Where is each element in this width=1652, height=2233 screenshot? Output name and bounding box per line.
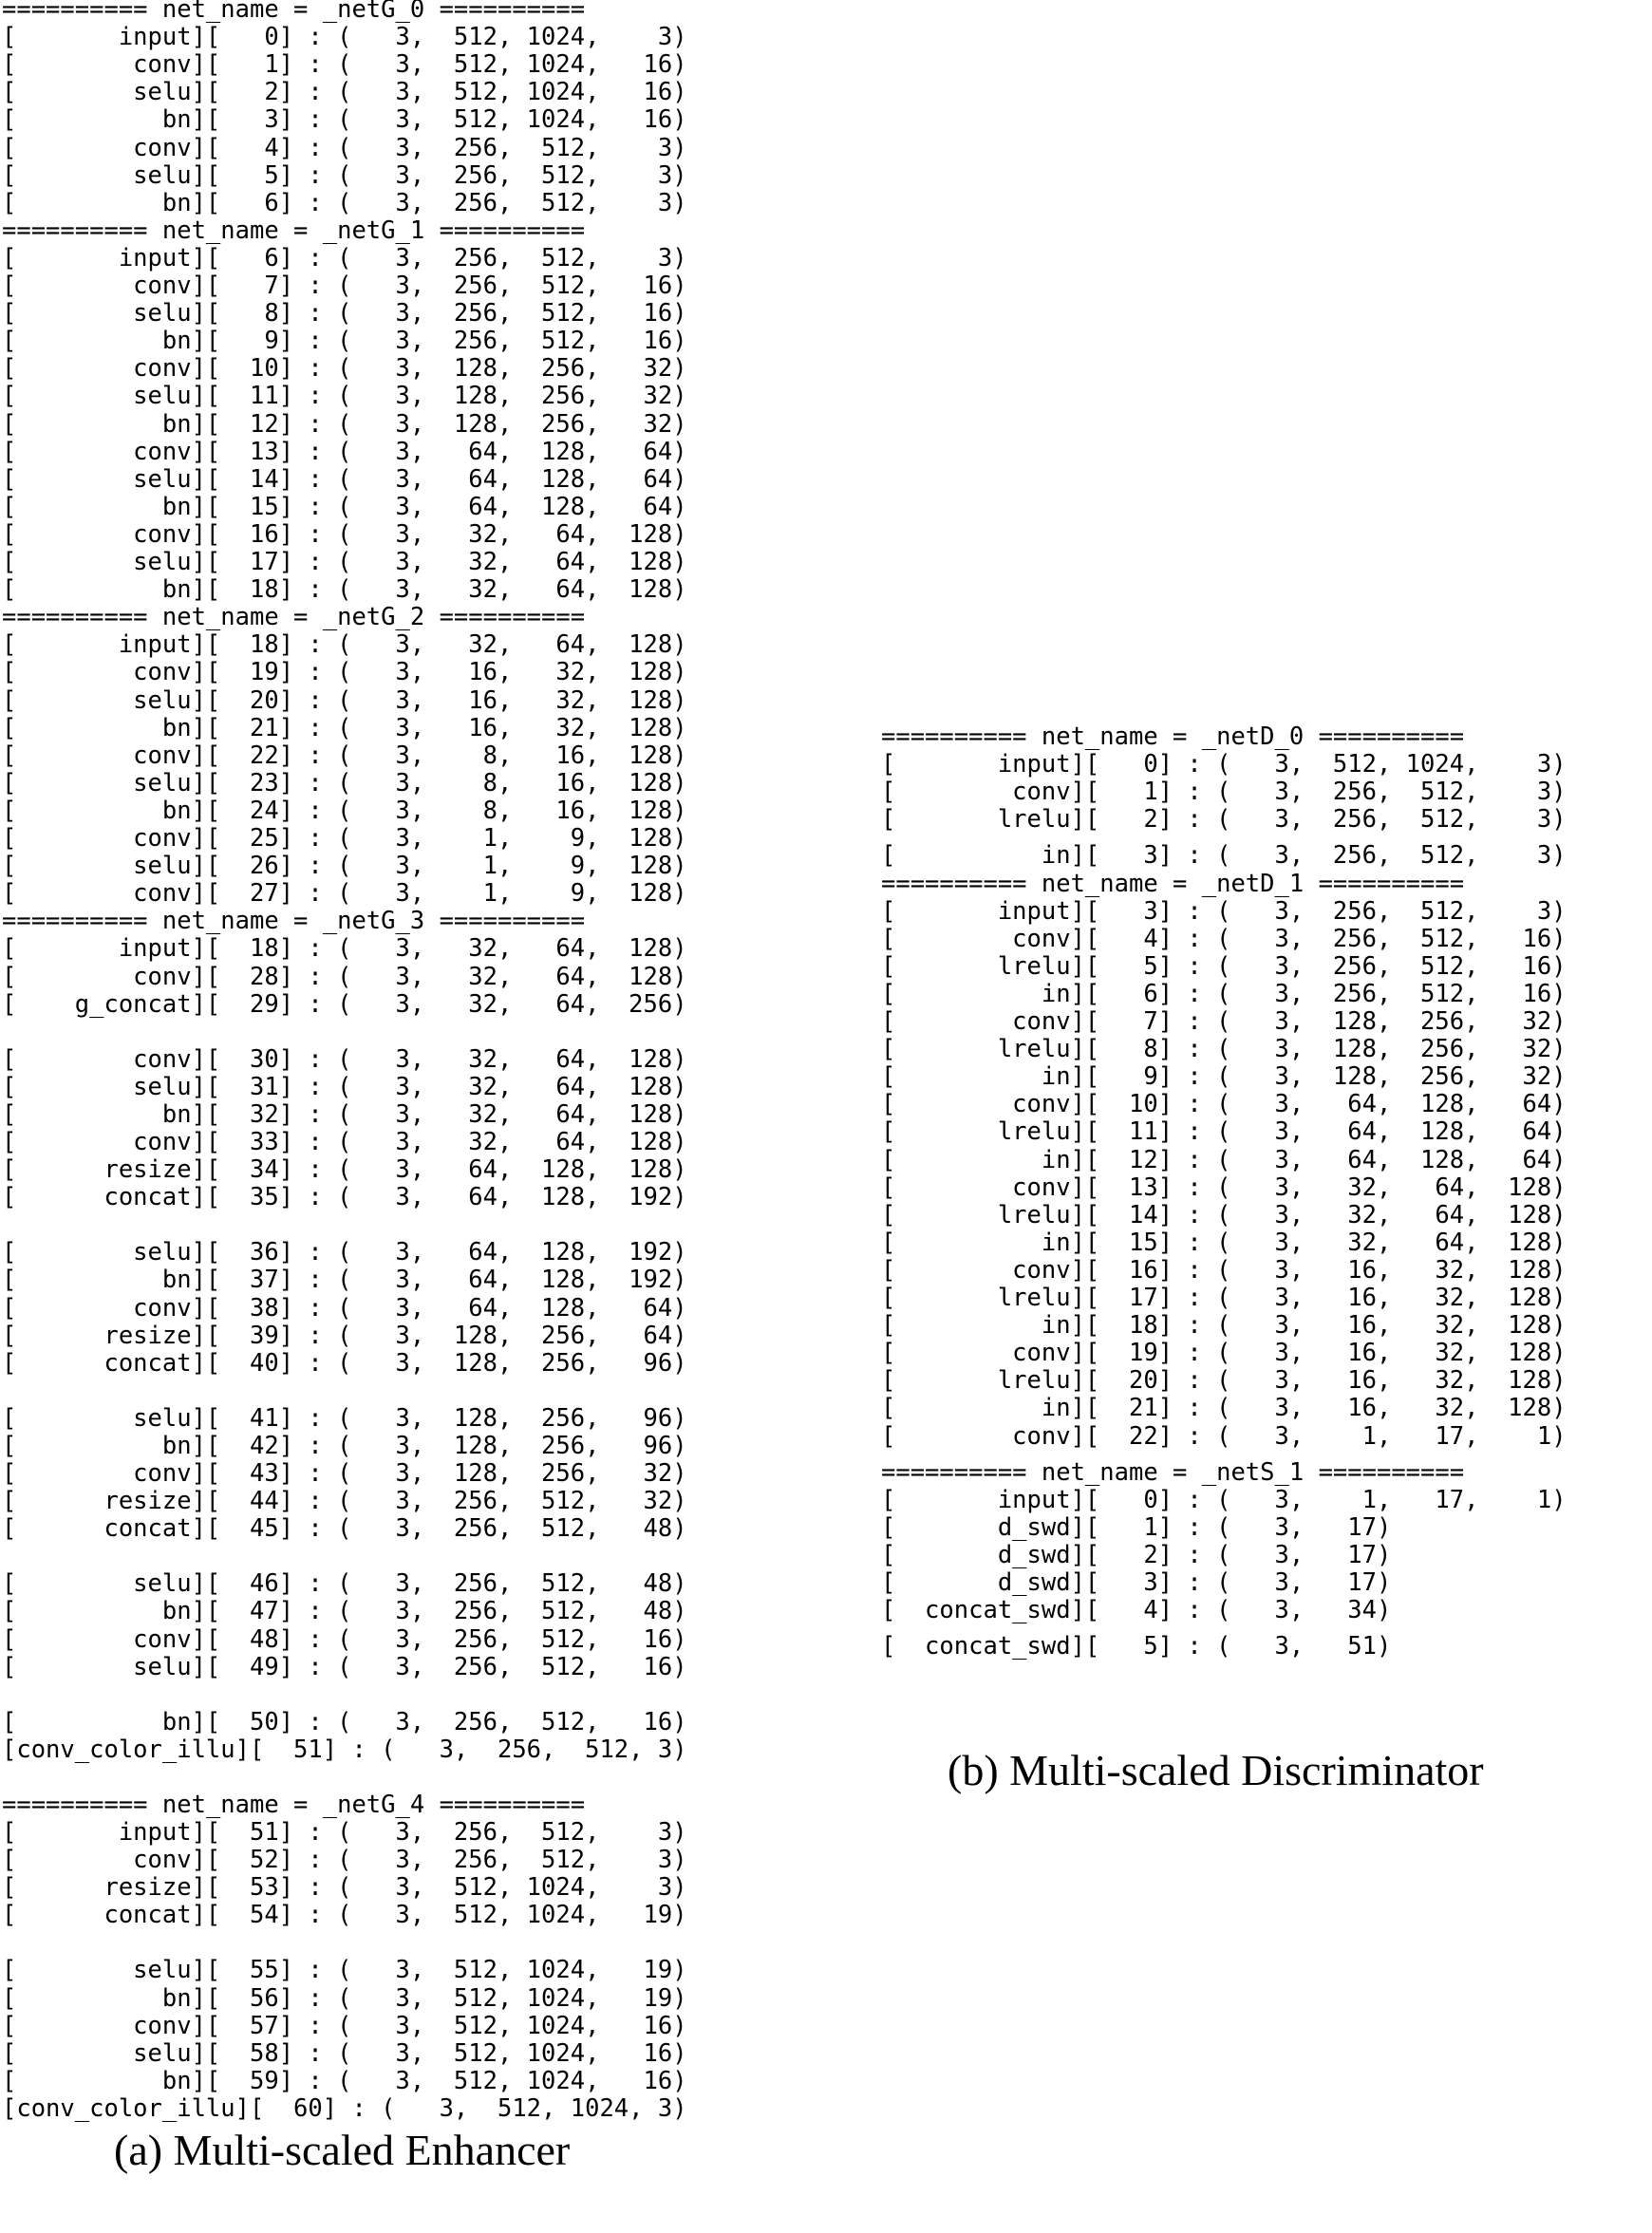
layer-line: [ conv][ 7] : ( 3, 256, 512, 16): [2, 272, 687, 300]
layer-line: [ in][ 21] : ( 3, 16, 32, 128): [881, 1394, 1567, 1423]
layer-line: [ selu][ 2] : ( 3, 512, 1024, 16): [2, 78, 687, 107]
layer-line: [ in][ 12] : ( 3, 64, 128, 64): [881, 1145, 1567, 1174]
layer-line: [ conv][ 1] : ( 3, 256, 512, 3): [881, 778, 1567, 807]
layer-line: [ conv][ 1] : ( 3, 512, 1024, 16): [2, 50, 687, 80]
layer-line: [ selu][ 14] : ( 3, 64, 128, 64): [2, 464, 687, 494]
layer-line: [ concat][ 45] : ( 3, 256, 512, 48): [2, 1514, 687, 1544]
layer-line: [ selu][ 11] : ( 3, 128, 256, 32): [2, 382, 687, 411]
layer-line: [ bn][ 3] : ( 3, 512, 1024, 16): [2, 105, 687, 135]
net-header-line: ========== net_name = _netG_4 ==========: [2, 1790, 586, 1819]
net-header-line: ========== net_name = _netG_3 ==========: [2, 907, 586, 936]
layer-line: [conv_color_illu][ 51] : ( 3, 256, 512, 3): [2, 1735, 687, 1764]
layer-line: [ in][ 18] : ( 3, 16, 32, 128): [881, 1311, 1567, 1341]
layer-line: [ selu][ 17] : ( 3, 32, 64, 128): [2, 548, 687, 576]
layer-line: [ in][ 9] : ( 3, 128, 256, 32): [881, 1062, 1567, 1092]
net-header-line: ========== net_name = _netD_0 ==========: [881, 722, 1465, 751]
layer-line: [ resize][ 39] : ( 3, 128, 256, 64): [2, 1321, 687, 1350]
layer-line: [ input][ 18] : ( 3, 32, 64, 128): [2, 630, 687, 660]
layer-line: [ input][ 6] : ( 3, 256, 512, 3): [2, 243, 687, 272]
layer-line: [ selu][ 49] : ( 3, 256, 512, 16): [2, 1652, 687, 1681]
layer-line: [ conv][ 27] : ( 3, 1, 9, 128): [2, 879, 687, 909]
layer-line: [ lrelu][ 11] : ( 3, 64, 128, 64): [881, 1117, 1567, 1147]
layer-line: [ lrelu][ 5] : ( 3, 256, 512, 16): [881, 951, 1567, 981]
layer-line: [ conv][ 28] : ( 3, 32, 64, 128): [2, 962, 687, 991]
layer-line: [ conv][ 25] : ( 3, 1, 9, 128): [2, 824, 687, 853]
layer-line: [ concat_swd][ 5] : ( 3, 51): [881, 1632, 1392, 1661]
layer-line: [ conv][ 10] : ( 3, 128, 256, 32): [2, 354, 687, 384]
layer-line: [ concat][ 54] : ( 3, 512, 1024, 19): [2, 1901, 687, 1930]
layer-line: [ concat][ 40] : ( 3, 128, 256, 96): [2, 1348, 687, 1378]
layer-line: [ bn][ 32] : ( 3, 32, 64, 128): [2, 1099, 687, 1129]
layer-line: [ lrelu][ 8] : ( 3, 128, 256, 32): [881, 1035, 1567, 1064]
layer-line: [ lrelu][ 20] : ( 3, 16, 32, 128): [881, 1366, 1567, 1396]
layer-line: [ bn][ 42] : ( 3, 128, 256, 96): [2, 1431, 687, 1460]
layer-line: [ conv][ 22] : ( 3, 8, 16, 128): [2, 741, 687, 770]
layer-line: [ g_concat][ 29] : ( 3, 32, 64, 256): [2, 989, 687, 1019]
layer-line: [ bn][ 56] : ( 3, 512, 1024, 19): [2, 1983, 687, 2013]
layer-line: [ conv][ 57] : ( 3, 512, 1024, 16): [2, 2011, 687, 2040]
layer-line: [ conv][ 38] : ( 3, 64, 128, 64): [2, 1293, 687, 1323]
layer-line: [ conv][ 13] : ( 3, 64, 128, 64): [2, 437, 687, 466]
layer-line: [ selu][ 55] : ( 3, 512, 1024, 19): [2, 1956, 687, 1985]
layer-line: [ concat][ 35] : ( 3, 64, 128, 192): [2, 1183, 687, 1212]
layer-line: [ bn][ 9] : ( 3, 256, 512, 16): [2, 327, 687, 356]
net-header-line: ========== net_name = _netG_1 ==========: [2, 216, 586, 245]
layer-line: [ lrelu][ 17] : ( 3, 16, 32, 128): [881, 1284, 1567, 1312]
layer-line: [ bn][ 47] : ( 3, 256, 512, 48): [2, 1597, 687, 1626]
layer-line: [ d_swd][ 2] : ( 3, 17): [881, 1540, 1392, 1569]
layer-line: [ input][ 51] : ( 3, 256, 512, 3): [2, 1818, 687, 1847]
layer-line: [ resize][ 53] : ( 3, 512, 1024, 3): [2, 1873, 687, 1903]
layer-line: [ conv][ 43] : ( 3, 128, 256, 32): [2, 1459, 687, 1488]
layer-line: [ conv][ 4] : ( 3, 256, 512, 16): [881, 924, 1567, 953]
layer-line: [ input][ 3] : ( 3, 256, 512, 3): [881, 896, 1567, 926]
layer-line: [ conv][ 16] : ( 3, 32, 64, 128): [2, 519, 687, 549]
layer-line: [ lrelu][ 2] : ( 3, 256, 512, 3): [881, 805, 1567, 835]
layer-line: [ selu][ 8] : ( 3, 256, 512, 16): [2, 299, 687, 328]
layer-line: [ conv][ 33] : ( 3, 32, 64, 128): [2, 1128, 687, 1156]
enhancer-caption: (a) Multi-scaled Enhancer: [114, 2126, 571, 2174]
layer-line: [ selu][ 26] : ( 3, 1, 9, 128): [2, 852, 687, 881]
layer-line: [ bn][ 50] : ( 3, 256, 512, 16): [2, 1707, 687, 1736]
layer-line: [ resize][ 44] : ( 3, 256, 512, 32): [2, 1487, 687, 1516]
layer-line: [ in][ 3] : ( 3, 256, 512, 3): [881, 841, 1567, 871]
layer-line: [ conv][ 16] : ( 3, 16, 32, 128): [881, 1255, 1567, 1285]
layer-line: [ bn][ 37] : ( 3, 64, 128, 192): [2, 1266, 687, 1295]
layer-line: [ bn][ 15] : ( 3, 64, 128, 64): [2, 492, 687, 521]
layer-line: [ selu][ 5] : ( 3, 256, 512, 3): [2, 160, 687, 190]
layer-line: [ in][ 6] : ( 3, 256, 512, 16): [881, 979, 1567, 1008]
layer-line: [ bn][ 18] : ( 3, 32, 64, 128): [2, 575, 687, 605]
layer-line: [ input][ 0] : ( 3, 1, 17, 1): [881, 1485, 1567, 1514]
layer-line: [ input][ 18] : ( 3, 32, 64, 128): [2, 934, 687, 964]
discriminator-caption: (b) Multi-scaled Discriminator: [948, 1746, 1484, 1794]
layer-line: [ bn][ 21] : ( 3, 16, 32, 128): [2, 713, 687, 742]
layer-line: [ conv][ 52] : ( 3, 256, 512, 3): [2, 1846, 687, 1875]
net-header-line: ========== net_name = _netG_0 ==========: [2, 0, 586, 24]
layer-line: [ d_swd][ 3] : ( 3, 17): [881, 1568, 1392, 1597]
layer-line: [ selu][ 58] : ( 3, 512, 1024, 16): [2, 2038, 687, 2068]
layer-line: [ selu][ 41] : ( 3, 128, 256, 96): [2, 1403, 687, 1433]
layer-line: [ bn][ 6] : ( 3, 256, 512, 3): [2, 188, 687, 217]
layer-line: [ conv][ 22] : ( 3, 1, 17, 1): [881, 1421, 1567, 1451]
layer-line: [ selu][ 36] : ( 3, 64, 128, 192): [2, 1238, 687, 1267]
layer-line: [ conv][ 19] : ( 3, 16, 32, 128): [881, 1339, 1567, 1368]
layer-line: [ in][ 15] : ( 3, 32, 64, 128): [881, 1228, 1567, 1257]
layer-line: [ lrelu][ 14] : ( 3, 32, 64, 128): [881, 1200, 1567, 1229]
layer-line: [ concat_swd][ 4] : ( 3, 34): [881, 1596, 1392, 1625]
layer-line: [ conv][ 7] : ( 3, 128, 256, 32): [881, 1007, 1567, 1036]
net-header-line: ========== net_name = _netD_1 ==========: [881, 869, 1465, 898]
layer-line: [ selu][ 20] : ( 3, 16, 32, 128): [2, 685, 687, 715]
layer-line: [ input][ 0] : ( 3, 512, 1024, 3): [2, 23, 687, 52]
net-header-line: ========== net_name = _netG_2 ==========: [2, 603, 586, 632]
layer-line: [ conv][ 19] : ( 3, 16, 32, 128): [2, 658, 687, 687]
layer-line: [conv_color_illu][ 60] : ( 3, 512, 1024, 3): [2, 2093, 687, 2123]
layer-line: [ resize][ 34] : ( 3, 64, 128, 128): [2, 1155, 687, 1185]
layer-line: [ input][ 0] : ( 3, 512, 1024, 3): [881, 750, 1567, 779]
net-header-line: ========== net_name = _netS_1 ==========: [881, 1457, 1465, 1487]
layer-line: [ selu][ 23] : ( 3, 8, 16, 128): [2, 768, 687, 798]
layer-line: [ conv][ 10] : ( 3, 64, 128, 64): [881, 1090, 1567, 1119]
layer-line: [ conv][ 30] : ( 3, 32, 64, 128): [2, 1044, 687, 1074]
layer-line: [ selu][ 31] : ( 3, 32, 64, 128): [2, 1072, 687, 1101]
layer-line: [ conv][ 13] : ( 3, 32, 64, 128): [881, 1173, 1567, 1202]
layer-line: [ d_swd][ 1] : ( 3, 17): [881, 1512, 1392, 1542]
layer-line: [ bn][ 12] : ( 3, 128, 256, 32): [2, 409, 687, 439]
layer-line: [ bn][ 59] : ( 3, 512, 1024, 16): [2, 2066, 687, 2095]
layer-line: [ conv][ 4] : ( 3, 256, 512, 3): [2, 133, 687, 162]
layer-line: [ conv][ 48] : ( 3, 256, 512, 16): [2, 1624, 687, 1654]
layer-line: [ selu][ 46] : ( 3, 256, 512, 48): [2, 1569, 687, 1599]
layer-line: [ bn][ 24] : ( 3, 8, 16, 128): [2, 796, 687, 825]
